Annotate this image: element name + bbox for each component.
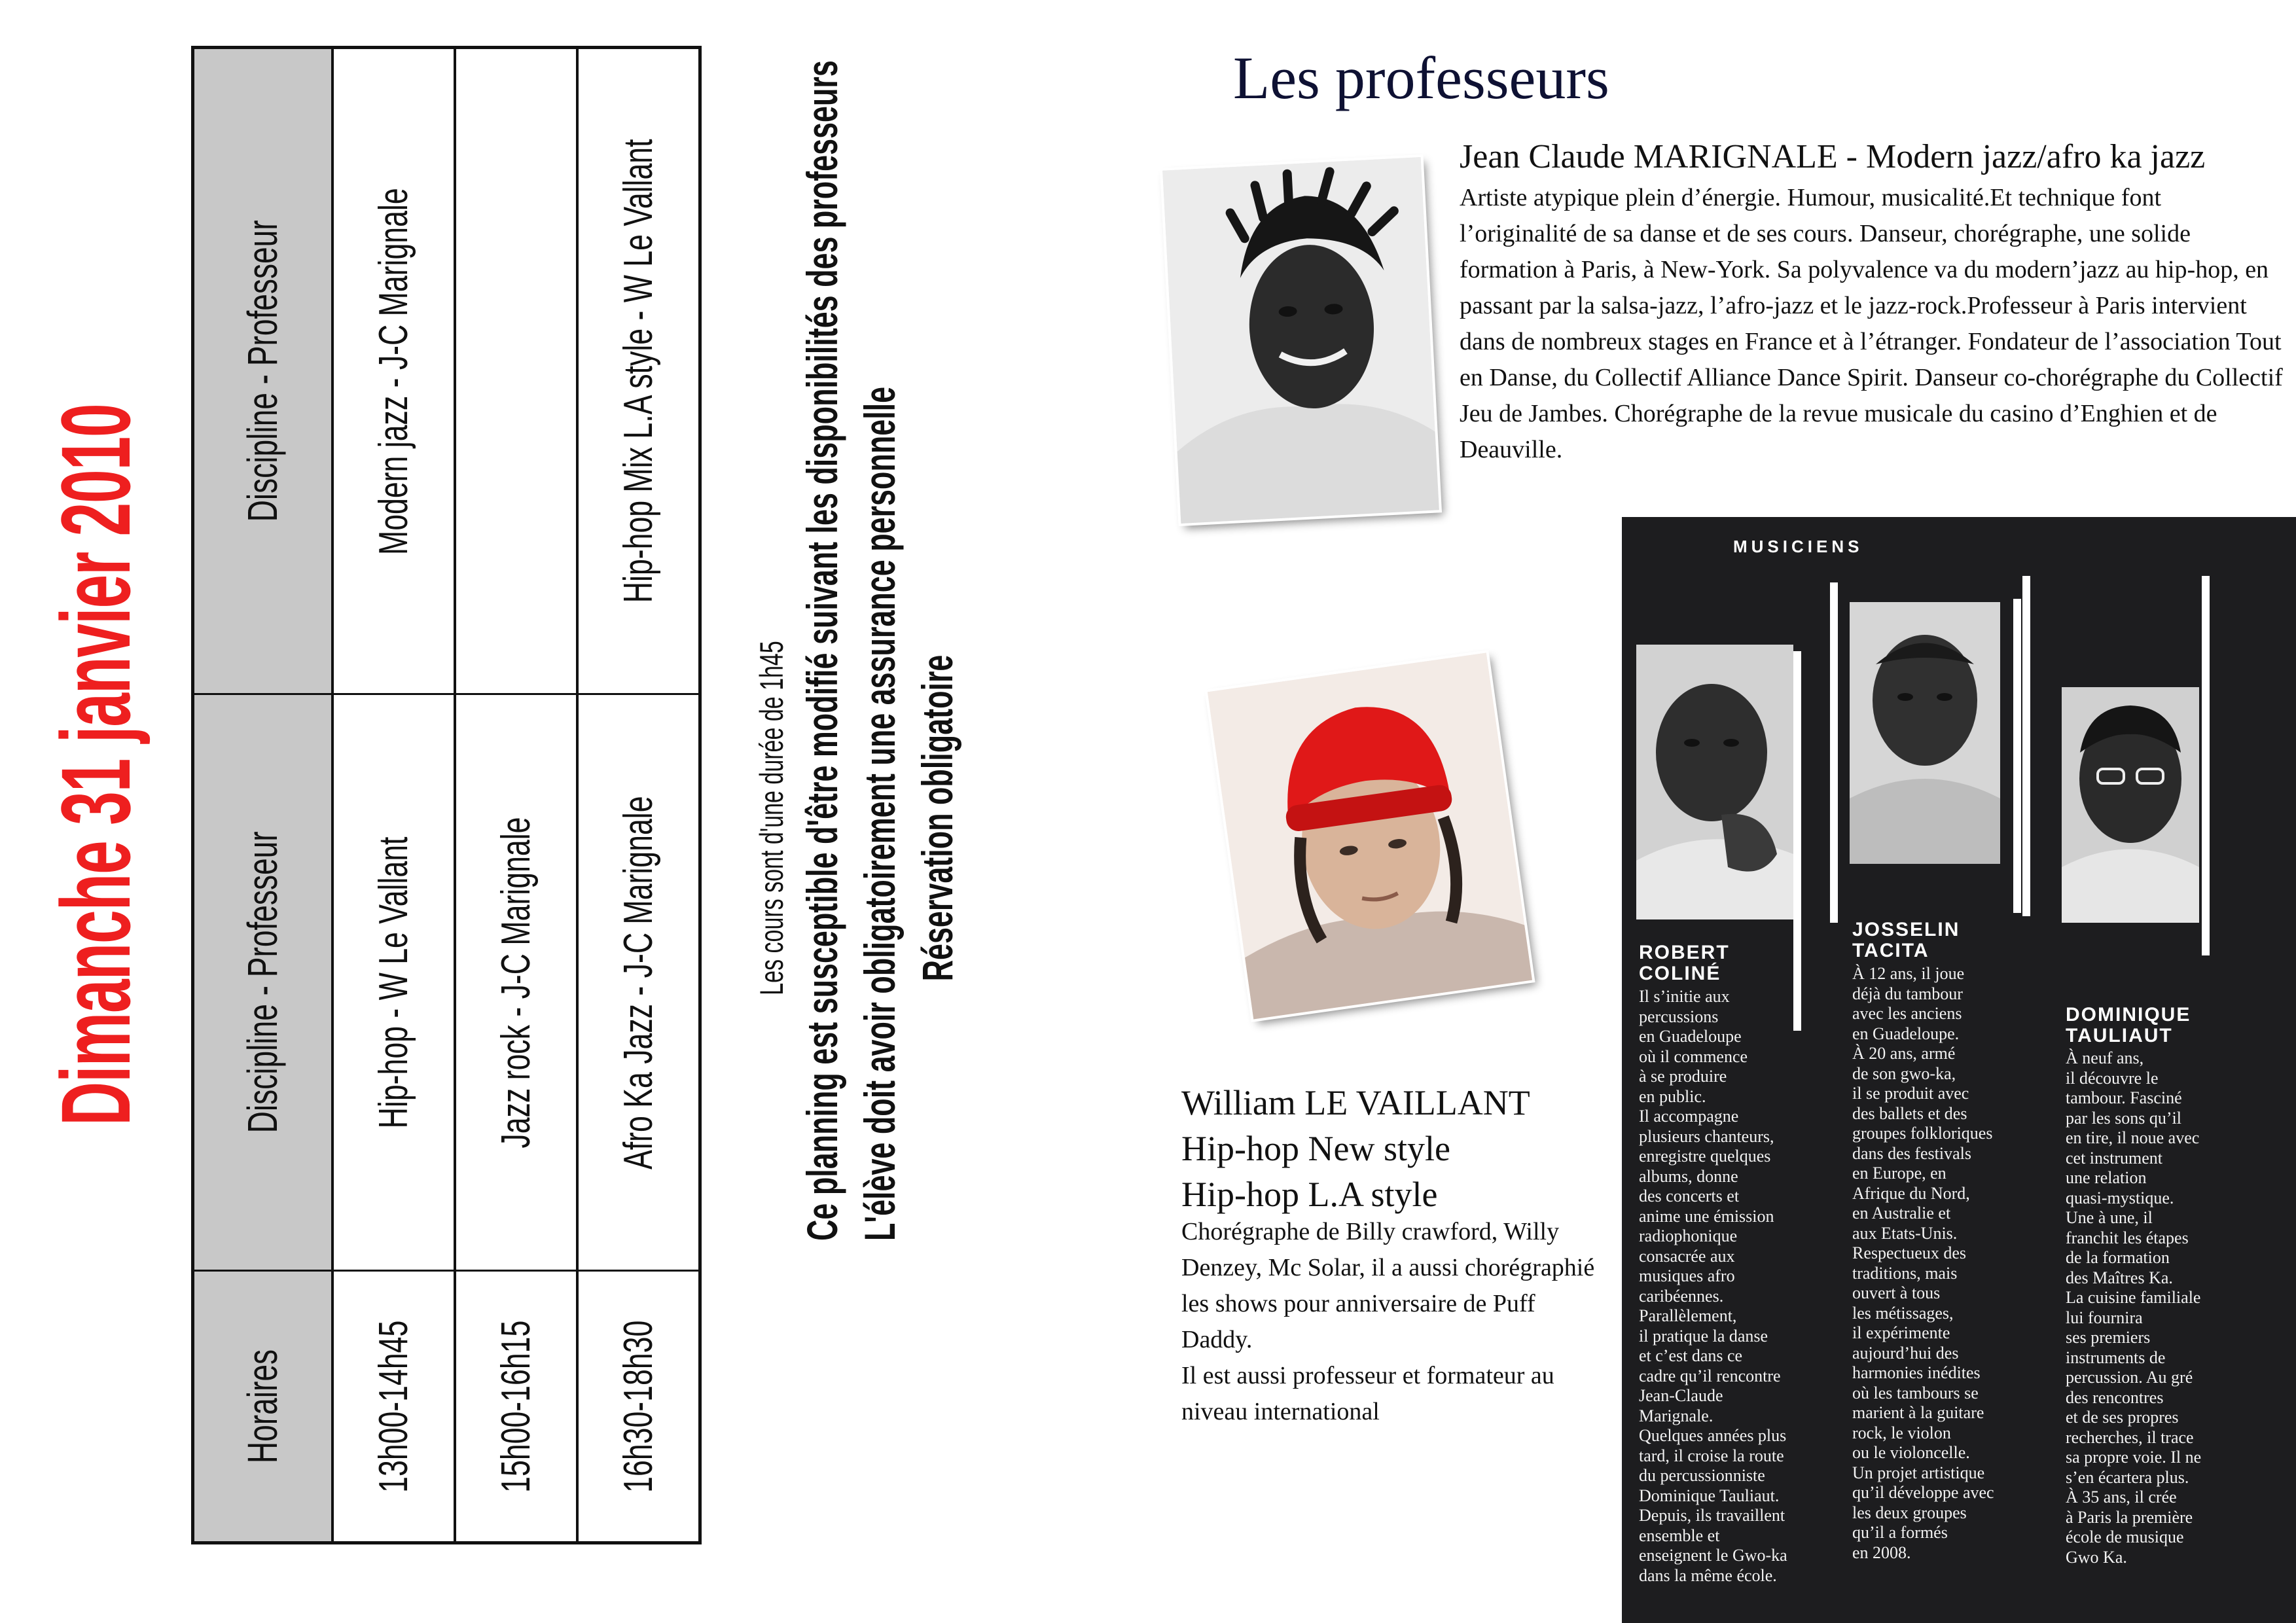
page-title: Les professeurs	[1233, 45, 1609, 111]
wl-style-line: Hip-hop New style	[1181, 1129, 1450, 1168]
time-cell: 15h00-16h15	[493, 1320, 539, 1493]
course-cell: Hip-hop - W Le Vallant	[370, 836, 416, 1129]
table-cell	[577, 1271, 700, 1543]
divider-bar	[2013, 599, 2021, 913]
portrait-icon	[1162, 157, 1439, 524]
header-horaires: Horaires	[239, 1349, 287, 1464]
table-cell	[455, 694, 577, 1271]
josselin-tacita-text: À 12 ans, il joue déjà du tambour avec les anciens en Guadeloupe. À 20 ans, armé de son gwo-ka, il se produit avec des ballets et des groupes folkloriques dans des festivals en Europe, en Afrique du Nord, en Australie et aux Etats-Unis. Respectueux des traditions, mais ouvert à tous les métissages, il expérimente aujourd’hui des harmonies inédites où les tambours se marient à la guitare rock, le violon ou le violoncelle. Un projet artistique qu’il développe avec les deux groupes qu’il a formés en 2008.	[1852, 964, 1994, 1562]
william-le-vaillant-photo	[1208, 653, 1532, 1020]
portrait-icon	[1208, 653, 1532, 1020]
dominique-tauliaut-text: À neuf ans, il découvre le tambour. Fasciné par les sons qu’il en tire, il noue avec cet instrument une relation quasi-mystique. Une à une, il franchit les étapes de la formation des Maîtres Ka. La cuisine familiale lui fournira ses premiers instruments de percussion. Au gré des rencontres et de ses propres recherches, il trace sa propre voie. Il ne s’en écartera plus. À 35 ans, il crée à Paris la première école de musique Gwo Ka.	[2066, 1048, 2202, 1567]
wl-style-line: Hip-hop L.A style	[1181, 1175, 1438, 1214]
table-header-cell	[193, 48, 332, 694]
course-cell: Hip-hop Mix L.A style - W Le Vallant	[615, 139, 661, 603]
table-cell	[455, 48, 577, 694]
table-header-cell	[193, 694, 332, 1271]
table-row	[332, 48, 455, 1543]
schedule-title: Dimanche 31 janvier 2010	[41, 404, 151, 1126]
divider-bar	[1793, 651, 1801, 1031]
table-row	[577, 48, 700, 1543]
table-cell	[332, 1271, 455, 1543]
table-cell	[332, 48, 455, 694]
william-le-vaillant-bio: Chorégraphe de Billy crawford, Willy Denzey, Mc Solar, il a aussi chorégraphié les shows pour anniversaire de Puff Daddy. Il est aussi professeur et formateur au niveau international	[1181, 1218, 1595, 1425]
dominique-tauliaut-photo	[2062, 687, 2199, 923]
musiciens-panel	[1622, 517, 2296, 1623]
course-cell: Modern jazz - J-C Marignale	[370, 187, 416, 555]
josselin-tacita-photo	[1850, 602, 2000, 864]
table-row	[455, 48, 577, 1543]
time-cell: 16h30-18h30	[615, 1320, 661, 1493]
table-cell	[577, 48, 700, 694]
robert-coline-name: ROBERT COLINÉ	[1639, 942, 1730, 984]
table-header-cell	[193, 1271, 332, 1543]
course-cell: Afro Ka Jazz - J-C Marignale	[615, 796, 661, 1169]
portrait-icon	[1850, 602, 2000, 864]
time-cell: 13h00-14h45	[370, 1320, 416, 1493]
note-insurance: L'élève doit avoir obligatoirement une assurance personnelle	[855, 386, 904, 1241]
portrait-icon	[2062, 687, 2199, 923]
schedule-notes	[753, 60, 962, 1440]
note-planning: Ce planning est susceptible d'être modifié suivant les disponibilités des professeurs	[798, 60, 846, 1241]
dominique-tauliaut-name: DOMINIQUE TAULIAUT	[2066, 1004, 2191, 1046]
divider-bar	[1830, 582, 1838, 923]
table-cell	[455, 1271, 577, 1543]
josselin-tacita-name: JOSSELIN TACITA	[1852, 919, 1960, 961]
table-header-row	[193, 48, 332, 1543]
wl-name-line: William LE VAILLANT	[1181, 1083, 1530, 1122]
header-discipline-2: Discipline - Professeur	[239, 220, 287, 522]
william-le-vaillant-name	[1181, 1080, 1530, 1217]
table-cell	[577, 694, 700, 1271]
robert-coline-text: Il s’initie aux percussions en Guadeloupe où il commence à se produire en public. Il accompagne plusieurs chanteurs, enregistre quelques albums, donne des concerts et anime une émission radiophonique consacrée aux musiques afro caribéennes. Parallèlement, il pratique la danse et c’est dans ce cadre qu’il rencontre Jean-Claude Marignale. Quelques années plus tard, il croise la route du percussionniste Dominique Tauliaut. Depuis, ils travaillent ensemble et enseignent le Gwo-ka dans la même école.	[1639, 987, 1787, 1585]
robert-coline-photo	[1636, 645, 1793, 919]
divider-bar	[2022, 576, 2030, 916]
schedule-panel	[0, 0, 1145, 1623]
jc-marignale-name: Jean Claude MARIGNALE - Modern jazz/afro ka jazz	[1460, 138, 2206, 175]
musiciens-title: MUSICIENS	[1733, 537, 1863, 556]
divider-bar	[2202, 576, 2210, 955]
jc-marignale-bio: Artiste atypique plein d’énergie. Humour, musicalité.Et technique font l’originalité de sa danse et de ses cours. Danseur, chorégraphe, une solide formation à Paris, à New-York. Sa polyvalence va du modern’jazz au hip-hop, en passant par la salsa-jazz, l’afro-jazz et le jazz-rock.Professeur à Paris intervient dans de nombreux stages en France et à l’étranger. Fondateur de l’association Tout en Danse, du Collectif Alliance Dance Spirit. Danseur co-chorégraphe du Collectif Jeu de Jambes. Chorégraphe de la revue musicale du casino d’Enghien et de Deauville.	[1460, 184, 2283, 463]
jc-marignale-photo	[1162, 157, 1439, 524]
table-cell	[332, 694, 455, 1271]
schedule-table	[191, 46, 702, 1544]
portrait-icon	[1636, 645, 1793, 919]
course-cell: Jazz rock - J-C Marignale	[493, 817, 539, 1149]
note-reservation: Réservation obligatoire	[913, 654, 961, 982]
header-discipline-1: Discipline - Professeur	[239, 831, 287, 1133]
note-duration: Les cours sont d'une durée de 1h45	[753, 641, 790, 995]
